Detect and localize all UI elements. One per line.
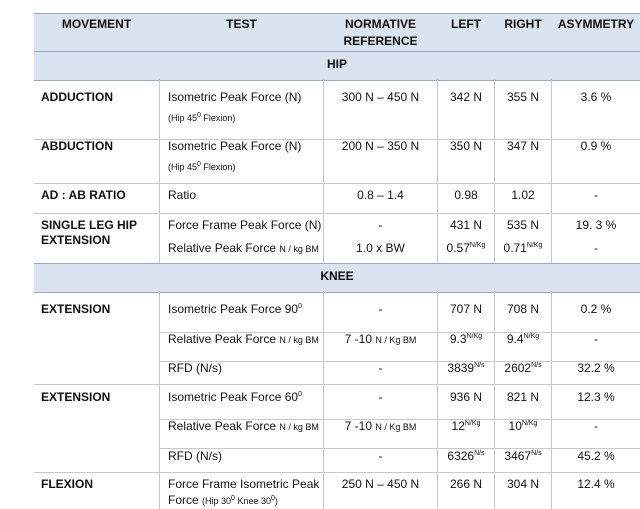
row-asymmetry-single-leg-relative: - (594, 241, 598, 255)
row-test-sub-adduction: (Hip $45^0$ Flexion) (168, 112, 236, 123)
row-asymmetry-flexion: 12.4 % (577, 477, 615, 491)
row-asymmetry-relative-90: - (594, 332, 598, 346)
row-asymmetry-ratio: - (594, 188, 598, 202)
row-right-single-leg-relative: $0.71^{N/Kg}$ (503, 241, 543, 255)
grid-line (159, 79, 160, 263)
header-asymmetry: ASYMMETRY (557, 17, 635, 31)
header-test: TEST (226, 17, 257, 31)
row-divider (34, 384, 640, 385)
grid-line (494, 79, 495, 263)
row-normative-ratio: 0.8 – 1.4 (357, 188, 404, 202)
row-right-single-leg-force: 535 N (506, 218, 540, 232)
row-test-abduction: Isometric Peak Force (N) (168, 139, 302, 153)
row-right-rfd-90: $2602^{N/s}$ (504, 361, 542, 375)
row-left-relative-60: $12^{N/Kg}$ (451, 419, 481, 433)
row-right-adduction: 355 N (506, 90, 540, 104)
row-test-single-leg-relative: Relative Peak Force N / kg BM (168, 241, 319, 255)
row-normative-single-leg-relative: 1.0 x BW (356, 241, 405, 255)
row-left-extension-60: 936 N (449, 390, 483, 404)
row-movement-extension-90: EXTENSION (41, 302, 111, 316)
row-movement-ratio: AD : AB RATIO (41, 188, 126, 202)
row-asymmetry-extension-90: 0.2 % (580, 302, 612, 316)
row-right-rfd-60: $3467^{N/s}$ (504, 449, 542, 463)
header-normative-line1: NORMATIVE (344, 17, 417, 31)
row-left-flexion: 266 N (449, 477, 483, 491)
row-normative-extension-60: - (378, 390, 383, 404)
row-normative-single-leg-force: - (378, 218, 383, 232)
row-left-adduction: 342 N (449, 90, 483, 104)
row-test-ratio: Ratio (168, 188, 197, 202)
row-asymmetry-relative-60: - (594, 419, 598, 433)
row-normative-abduction: 200 N – 350 N (341, 139, 420, 153)
row-right-abduction: 347 N (506, 139, 540, 153)
row-test-adduction: Isometric Peak Force (N) (168, 90, 302, 104)
row-right-flexion: 304 N (506, 477, 540, 491)
row-movement-single-leg-line2: EXTENSION (41, 233, 111, 247)
row-movement-flexion: FLEXION (41, 477, 94, 491)
section-title-hip: HIP (326, 57, 347, 71)
row-test-flexion-line1: Force Frame Isometric Peak (168, 477, 320, 491)
grid-line (323, 79, 324, 263)
row-left-ratio: 0.98 (454, 188, 478, 202)
row-movement-extension-60: EXTENSION (41, 390, 111, 404)
row-right-ratio: 1.02 (511, 188, 535, 202)
assessment-table (34, 13, 640, 509)
row-test-flexion (168, 477, 319, 509)
row-left-extension-90: 707 N (449, 302, 483, 316)
row-left-single-leg-relative: $0.57^{N/Kg}$ (446, 241, 486, 255)
row-asymmetry-adduction: 3.6 % (580, 90, 612, 104)
grid-line (551, 79, 552, 263)
grid-line (159, 291, 160, 509)
row-movement-single-leg (41, 218, 137, 248)
row-test-sub-abduction: (Hip $45^0$ Flexion) (168, 161, 236, 172)
row-left-abduction: 350 N (449, 139, 483, 153)
header-right: RIGHT (504, 17, 542, 31)
row-normative-extension-90: - (378, 302, 383, 316)
row-test-extension-90: Isometric Peak Force $90^0$ (168, 302, 302, 316)
row-test-relative-60: Relative Peak Force N / kg BM (168, 419, 319, 433)
row-divider (34, 213, 640, 214)
row-asymmetry-single-leg-force: 19. 3 % (575, 218, 617, 232)
row-right-extension-60: 821 N (506, 390, 540, 404)
row-asymmetry-abduction: 0.9 % (580, 139, 612, 153)
row-normative-rfd-90: - (378, 361, 383, 375)
header-normative (324, 16, 437, 50)
row-left-relative-90: $9.3^{N/Kg}$ (449, 332, 483, 346)
row-normative-relative-90: 7 -10 N / Kg BM (344, 332, 417, 346)
row-asymmetry-rfd-60: 45.2 % (577, 449, 615, 463)
row-normative-relative-60: 7 -10 N / Kg BM (344, 419, 417, 433)
row-movement-adduction: ADDUCTION (41, 90, 113, 104)
section-title-knee: KNEE (320, 269, 354, 283)
row-right-relative-90: $9.4^{N/Kg}$ (506, 332, 540, 346)
row-test-rfd-90: RFD (N/s) (168, 361, 222, 375)
row-right-relative-60: $10^{N/Kg}$ (508, 419, 538, 433)
row-test-relative-90: Relative Peak Force N / kg BM (168, 332, 319, 346)
row-test-single-leg-force: Force Frame Peak Force (N) (168, 218, 322, 232)
row-test-extension-60: Isometric Peak Force $60^0$ (168, 390, 302, 404)
row-left-single-leg-force: 431 N (449, 218, 483, 232)
row-asymmetry-rfd-90: 32.2 % (577, 361, 615, 375)
row-right-extension-90: 708 N (506, 302, 540, 316)
grid-line (437, 79, 438, 263)
row-divider (34, 183, 640, 184)
row-movement-abduction: ABDUCTION (41, 139, 113, 153)
row-normative-flexion: 250 N – 450 N (341, 477, 420, 491)
row-divider (34, 472, 640, 473)
row-normative-adduction: 300 N – 450 N (341, 90, 420, 104)
row-asymmetry-extension-60: 12.3 % (577, 390, 615, 404)
row-movement-single-leg-line1: SINGLE LEG HIP (41, 218, 138, 232)
row-test-rfd-60: RFD (N/s) (168, 449, 222, 463)
row-left-rfd-90: $3839^{N/s}$ (447, 361, 485, 375)
header-normative-line2: REFERENCE (343, 34, 418, 48)
header-left: LEFT (451, 17, 481, 31)
row-normative-rfd-60: - (378, 449, 383, 463)
row-left-rfd-60: $6326^{N/s}$ (447, 449, 485, 463)
header-movement: MOVEMENT (61, 17, 132, 31)
row-test-flexion-line2: Force (Hip $30^0$ Knee $30^0$) (168, 493, 278, 507)
